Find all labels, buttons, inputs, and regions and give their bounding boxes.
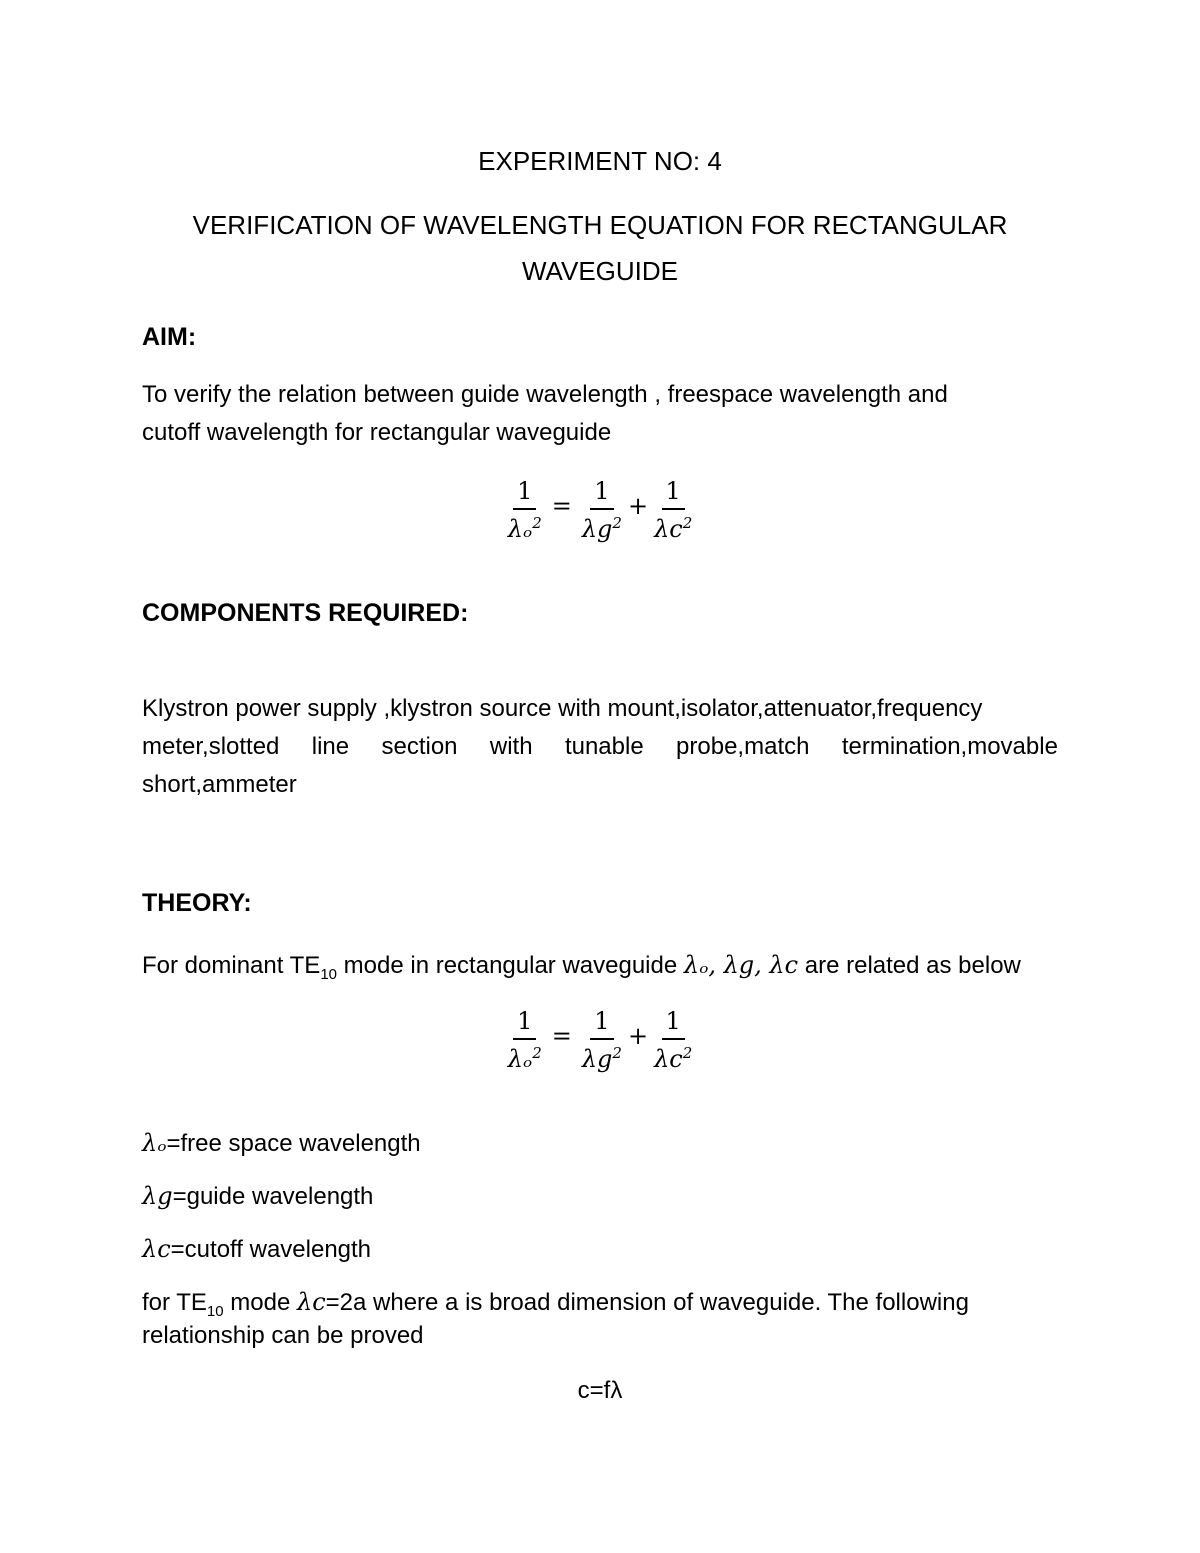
components-heading: COMPONENTS REQUIRED: — [142, 599, 469, 627]
title-line-1: VERIFICATION OF WAVELENGTH EQUATION FOR RECTANGULAR — [192, 210, 1008, 240]
rhs1-numerator: 1 — [590, 1007, 613, 1040]
lambda-c-symbol: λc — [296, 1288, 326, 1316]
lhs-power: 2 — [532, 1044, 542, 1062]
definition-text: =guide wavelength — [172, 1183, 374, 1210]
lambda-zero-symbol: λₒ — [142, 1129, 167, 1157]
lhs-fraction — [508, 477, 542, 543]
theory-intro-symbols: λₒ, λg, λc — [683, 951, 799, 979]
plus-sign: + — [627, 492, 649, 520]
components-word: with — [489, 733, 533, 760]
definition-text: =cutoff wavelength — [170, 1236, 372, 1263]
experiment-number: EXPERIMENT NO: 4 — [478, 146, 722, 176]
components-line-1: Klystron power supply ,klystron source with mount,isolator,attenuator,frequency — [142, 695, 983, 722]
components-word: tunable — [564, 733, 644, 760]
lhs-fraction — [508, 1007, 542, 1073]
rhs2-symbol: λc — [654, 515, 683, 543]
aim-heading: AIM: — [142, 323, 197, 351]
rhs2-numerator: 1 — [662, 477, 685, 510]
definition-guide — [142, 1181, 373, 1212]
rhs-fraction-1 — [582, 477, 622, 543]
plus-sign: + — [627, 1022, 649, 1050]
lambda-c-symbol: λc — [142, 1235, 171, 1263]
aim-text-line-1: To verify the relation between guide wavelength , freespace wavelength and — [142, 381, 948, 408]
rhs2-denominator — [654, 510, 692, 543]
te10-text-3: =2a where a is broad dimension of waveguide. The following — [325, 1289, 969, 1316]
rhs2-power: 2 — [682, 514, 693, 532]
rhs2-numerator: 1 — [662, 1007, 685, 1040]
lhs-numerator: 1 — [513, 477, 536, 510]
lhs-symbol: λₒ — [507, 515, 533, 543]
rhs2-symbol: λc — [654, 1045, 683, 1073]
components-word: meter,slotted — [142, 733, 280, 760]
lhs-symbol: λₒ — [507, 1045, 533, 1073]
definition-cutoff — [142, 1234, 371, 1265]
rhs1-numerator: 1 — [590, 477, 613, 510]
lhs-power: 2 — [532, 514, 542, 532]
theory-heading: THEORY: — [142, 889, 252, 917]
lhs-numerator: 1 — [513, 1007, 536, 1040]
components-line-2 — [142, 732, 1058, 762]
title-line-2: WAVEGUIDE — [521, 256, 678, 286]
theory-intro-text-2: mode in rectangular waveguide — [337, 952, 684, 979]
rhs1-denominator — [582, 510, 622, 543]
definition-text: =free space wavelength — [166, 1130, 421, 1157]
definition-free-space — [142, 1128, 421, 1159]
components-word: line — [311, 733, 350, 760]
final-equation: c=fλ — [577, 1377, 623, 1404]
rhs1-power: 2 — [612, 1044, 622, 1062]
te-subscript: 10 — [320, 965, 337, 983]
lambda-g-symbol: λg — [142, 1182, 173, 1210]
te-subscript: 10 — [206, 1302, 224, 1320]
lhs-denominator — [508, 1040, 542, 1073]
te10-text-2: mode — [223, 1289, 297, 1316]
theory-intro-text: For dominant TE — [142, 952, 321, 979]
rhs1-denominator — [582, 1040, 622, 1073]
rhs1-power: 2 — [612, 514, 622, 532]
rhs-fraction-2 — [654, 477, 692, 543]
te10-relation-line-2: relationship can be proved — [142, 1322, 424, 1349]
rhs-fraction-2 — [654, 1007, 692, 1073]
rhs2-denominator — [654, 1040, 692, 1073]
equals-sign: = — [551, 492, 572, 520]
wavelength-equation-1 — [0, 474, 1200, 546]
aim-text-line-2: cutoff wavelength for rectangular waveguide — [142, 419, 612, 446]
lhs-denominator — [508, 510, 542, 543]
rhs1-symbol: λg — [581, 1045, 613, 1073]
theory-intro-text-3: are related as below — [798, 952, 1021, 979]
components-line-3: short,ammeter — [142, 771, 297, 798]
components-word: section — [381, 733, 458, 760]
theory-intro — [142, 950, 1021, 990]
components-word: probe,match — [676, 733, 810, 760]
rhs2-power: 2 — [682, 1044, 693, 1062]
rhs-fraction-1 — [582, 1007, 622, 1073]
components-word: termination,movable — [841, 733, 1058, 760]
wavelength-equation-2 — [0, 1004, 1200, 1076]
equals-sign: = — [551, 1022, 572, 1050]
rhs1-symbol: λg — [581, 515, 613, 543]
te10-text: for TE — [142, 1289, 207, 1316]
